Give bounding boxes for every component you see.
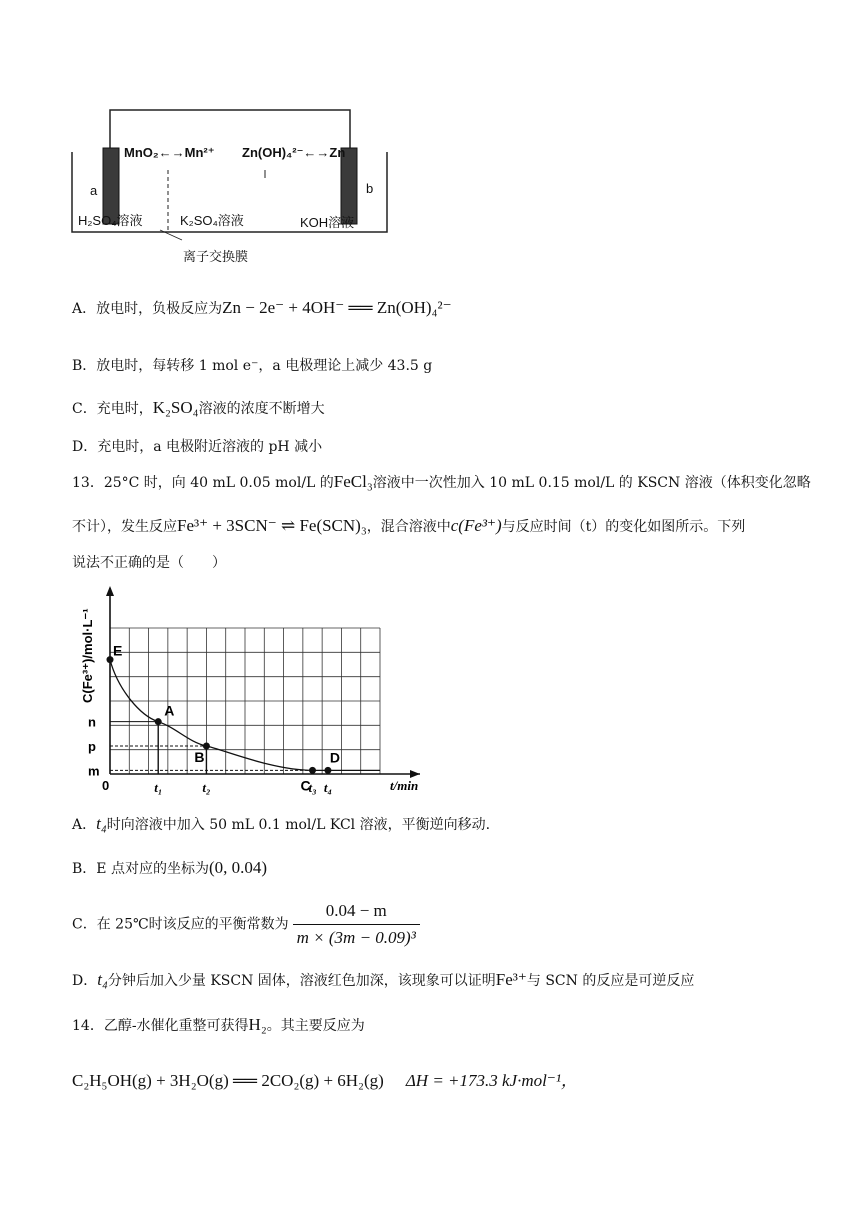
- equilibrium-constant-fraction: $\frac{0.04 - m}{\text{m × (3m − 0.09)³}}$: [293, 900, 420, 949]
- x-tick-label: t₂: [202, 780, 211, 795]
- solution-right-label: KOH溶液: [300, 215, 355, 230]
- electrode-b-label: b: [366, 181, 374, 196]
- q13-option-b: B．E 点对应的坐标为(0, 0.04): [72, 858, 268, 877]
- solution-mid-label: K₂SO₄溶液: [180, 213, 244, 228]
- zn-label: Zn(OH)₄²⁻←→Zn: [242, 145, 346, 160]
- solution-left-label: H₂SO₄溶液: [78, 213, 143, 228]
- x-axis-label: t/min: [390, 778, 419, 793]
- point-c: [309, 767, 316, 774]
- y-tick-label: m: [88, 763, 100, 779]
- x-tick-label: t₄: [323, 780, 333, 795]
- point-label: A: [164, 702, 175, 719]
- x-tick-label: t₃: [308, 780, 317, 795]
- q13-option-a: A．t₄时向溶液中加入 50 mL 0.1 mol/L KCl 溶液，平衡逆向移动.: [72, 814, 491, 833]
- electrode-a-label: a: [90, 183, 98, 198]
- point-label: C: [300, 777, 311, 794]
- q13-option-d: D．t₄分钟后加入少量 KSCN 固体，溶液红色加深，该现象可以证明Fe³⁺与 SCN 的反应是可逆反应: [72, 970, 695, 989]
- x-axis-arrow: [410, 770, 420, 778]
- y-tick-label: n: [88, 714, 96, 730]
- concentration-chart: [70, 578, 430, 803]
- point-label: B: [194, 749, 205, 766]
- membrane-label: 离子交换膜: [183, 249, 249, 264]
- q13-line3: 说法不正确的是（ ）: [72, 555, 226, 571]
- point-label: E: [113, 642, 123, 659]
- y-axis-arrow: [106, 586, 114, 596]
- q13-option-c: C．在 25℃时该反应的平衡常数为 $\frac{0.04 - m}{\text{m × (3m − 0.09)³}}$: [72, 900, 420, 949]
- q12-option-c: C．充电时，K₂SO₄溶液的浓度不断增大: [72, 398, 325, 417]
- origin-label: 0: [102, 778, 110, 793]
- y-axis-label: C(Fe³⁺)/mol·L⁻¹: [80, 608, 95, 703]
- q13-line1: 13．25°C 时，向 40 mL 0.05 mol/L 的FeCl₃溶液中一次性加入 10 mL 0.15 mol/L 的 KSCN 溶液（体积变化忽略: [72, 472, 811, 491]
- battery-diagram: [60, 100, 400, 270]
- point-label: D: [329, 749, 341, 766]
- q13-line2: 不计），发生反应Fe³⁺ + 3SCN⁻ ⇌ Fe(SCN)₃，混合溶液中c(Fe³⁺)与反应时间（t）的变化如图所示。下列: [72, 516, 746, 535]
- q14-intro: 14．乙醇-水催化重整可获得H₂。其主要反应为: [72, 1015, 365, 1034]
- q12-option-a: A．放电时，负极反应为Zn − 2e⁻ + 4OH⁻ ══ Zn(OH)₄²⁻: [72, 298, 452, 317]
- x-tick-label: t₁: [154, 780, 163, 795]
- point-a: [155, 718, 162, 725]
- q14-equation: C₂H₅OH(g) + 3H₂O(g) ══ 2CO₂(g) + 6H₂(g) ΔH = +173.3 kJ·mol⁻¹，: [72, 1071, 578, 1090]
- point-d: [324, 767, 331, 774]
- q12-option-b: B．放电时，每转移 1 mol e⁻，a 电极理论上减少 43.5 g: [72, 358, 433, 374]
- y-tick-label: p: [88, 739, 96, 755]
- mno2-label: MnO₂←→Mn²⁺: [124, 145, 215, 160]
- q12-option-d: D．充电时，a 电极附近溶液的 pH 减小: [72, 439, 323, 455]
